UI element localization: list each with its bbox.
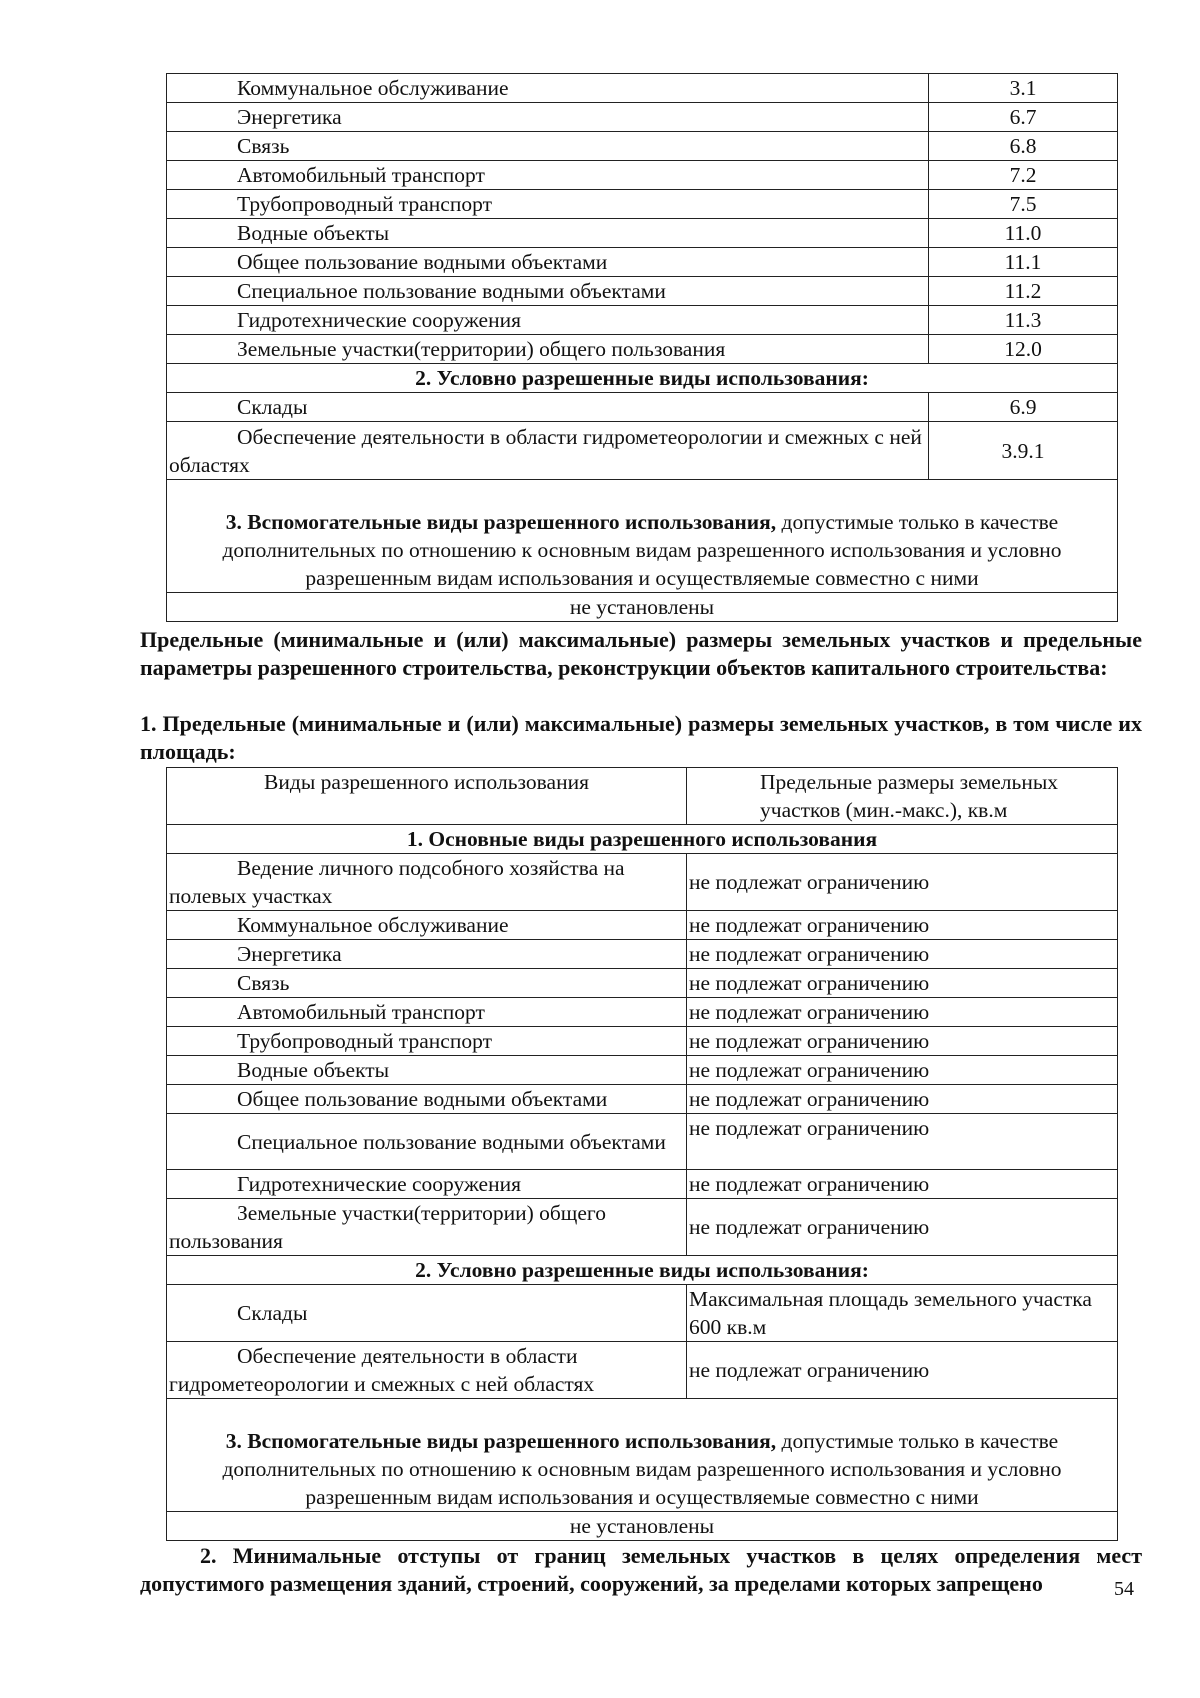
use-name: Энергетика (167, 940, 687, 969)
use-name: Земельные участки(территории) общего пользования (167, 1199, 687, 1256)
use-name: Связь (167, 969, 687, 998)
table-row (167, 132, 1118, 161)
page-number: 54 (1114, 1578, 1134, 1600)
use-name: Гидротехнические сооружения (167, 1170, 687, 1199)
use-limit: не подлежат ограничению (687, 1056, 1118, 1085)
use-code: 3.1 (929, 74, 1118, 103)
conditional-uses-header: 2. Условно разрешенные виды использования: (167, 1256, 1118, 1285)
table-row (167, 1342, 1118, 1399)
setback-heading: 2. Минимальные отступы от границ земельных участков в целях определения мест допустимого размещения зданий, строений, сооружений, за пределами которых запрещено (140, 1543, 1142, 1596)
use-limit: не подлежат ограничению (687, 969, 1118, 998)
aux-uses-row (167, 1399, 1118, 1512)
use-name: Земельные участки(территории) общего пользования (167, 335, 929, 364)
aux-uses-text: допустимые только в качестве дополнительных по отношению к основным видам разрешенного использования и условно разрешенным видам использования и осуществляемые совместно с ними (222, 1429, 1062, 1509)
use-limit: не подлежат ограничению (687, 940, 1118, 969)
use-name: Связь (167, 132, 929, 161)
table-row (167, 1056, 1118, 1085)
use-limit: не подлежат ограничению (687, 1027, 1118, 1056)
use-name: Гидротехнические сооружения (167, 306, 929, 335)
use-name: Общее пользование водными объектами (167, 248, 929, 277)
table-row (167, 1199, 1118, 1256)
use-name: Водные объекты (167, 219, 929, 248)
col-header-uses: Виды разрешенного использования (167, 768, 687, 825)
table-row (167, 277, 1118, 306)
use-name: Трубопроводный транспорт (167, 1027, 687, 1056)
aux-uses-row (167, 480, 1118, 593)
table-row (167, 393, 1118, 422)
use-limit: не подлежат ограничению (687, 911, 1118, 940)
main-uses-header: 1. Основные виды разрешенного использования (167, 825, 1118, 854)
conditional-uses-header: 2. Условно разрешенные виды использования: (167, 364, 1118, 393)
section-header-row (167, 1256, 1118, 1285)
table-row (167, 1285, 1118, 1342)
table-row (167, 161, 1118, 190)
table-header-row (167, 768, 1118, 825)
use-name: Автомобильный транспорт (167, 161, 929, 190)
subsection-heading: 1. Предельные (минимальные и (или) максимальные) размеры земельных участков, в том числе их площадь: (140, 711, 1142, 764)
section-header-row (167, 364, 1118, 393)
table-row (167, 248, 1118, 277)
use-name: Трубопроводный транспорт (167, 190, 929, 219)
table-row (167, 998, 1118, 1027)
use-limit: не подлежат ограничению (687, 854, 1118, 911)
aux-uses-text: допустимые только в качестве дополнительных по отношению к основным видам разрешенного использования и условно разрешенным видам использования и осуществляемые совместно с ними (222, 510, 1062, 590)
use-code: 11.0 (929, 219, 1118, 248)
use-name: Автомобильный транспорт (167, 998, 687, 1027)
table-row (167, 940, 1118, 969)
table-row (167, 422, 1118, 480)
use-limit: не подлежат ограничению (687, 998, 1118, 1027)
plot-size-limits-table (166, 767, 1118, 1541)
section-heading: Предельные (минимальные и (или) максимальные) размеры земельных участков и предельные параметры разрешенного строительства, реконструкции объектов капитального строительства: (140, 627, 1142, 680)
col-header-limits: Предельные размеры земельных участков (мин.-макс.), кв.м (687, 768, 1118, 825)
use-name: Специальное пользование водными объектами (167, 1114, 687, 1170)
aux-uses-title: 3. Вспомогательные виды разрешенного использования, (225, 1429, 777, 1453)
use-code: 12.0 (929, 335, 1118, 364)
use-code: 11.2 (929, 277, 1118, 306)
table-row (167, 74, 1118, 103)
use-name: Обеспечение деятельности в области гидрометеорологии и смежных с ней областях (167, 1342, 687, 1399)
aux-uses-value-row (167, 593, 1118, 622)
use-limit: не подлежат ограничению (687, 1170, 1118, 1199)
table-row (167, 1170, 1118, 1199)
use-name: Водные объекты (167, 1056, 687, 1085)
use-code: 11.1 (929, 248, 1118, 277)
use-name: Общее пользование водными объектами (167, 1085, 687, 1114)
use-limit: не подлежат ограничению (687, 1342, 1118, 1399)
use-name: Энергетика (167, 103, 929, 132)
table-row (167, 1114, 1118, 1170)
use-code: 3.9.1 (929, 422, 1118, 480)
aux-uses-value: не установлены (167, 593, 1118, 622)
use-limit: не подлежат ограничению (687, 1114, 1118, 1170)
table-row (167, 854, 1118, 911)
use-limit: Максимальная площадь земельного участка 600 кв.м (687, 1285, 1118, 1342)
aux-uses-value-row (167, 1512, 1118, 1541)
use-name: Коммунальное обслуживание (167, 911, 687, 940)
table-row (167, 911, 1118, 940)
table-row (167, 1027, 1118, 1056)
aux-uses-title: 3. Вспомогательные виды разрешенного использования, (225, 510, 777, 534)
use-code: 11.3 (929, 306, 1118, 335)
table-row (167, 190, 1118, 219)
section-header-row (167, 825, 1118, 854)
use-code: 7.2 (929, 161, 1118, 190)
use-name: Склады (167, 393, 929, 422)
use-limit: не подлежат ограничению (687, 1085, 1118, 1114)
use-code: 7.5 (929, 190, 1118, 219)
use-name: Коммунальное обслуживание (167, 74, 929, 103)
use-name: Специальное пользование водными объектами (167, 277, 929, 306)
table-row (167, 969, 1118, 998)
table-row (167, 1085, 1118, 1114)
permitted-use-codes-table (166, 73, 1118, 622)
table-row (167, 103, 1118, 132)
table-row (167, 219, 1118, 248)
use-limit: не подлежат ограничению (687, 1199, 1118, 1256)
use-name: Обеспечение деятельности в области гидрометеорологии и смежных с ней областях (167, 422, 929, 480)
table-row (167, 306, 1118, 335)
use-code: 6.8 (929, 132, 1118, 161)
table-row (167, 335, 1118, 364)
use-code: 6.7 (929, 103, 1118, 132)
use-name: Склады (167, 1285, 687, 1342)
use-code: 6.9 (929, 393, 1118, 422)
aux-uses-value: не установлены (167, 1512, 1118, 1541)
use-name: Ведение личного подсобного хозяйства на полевых участках (167, 854, 687, 911)
